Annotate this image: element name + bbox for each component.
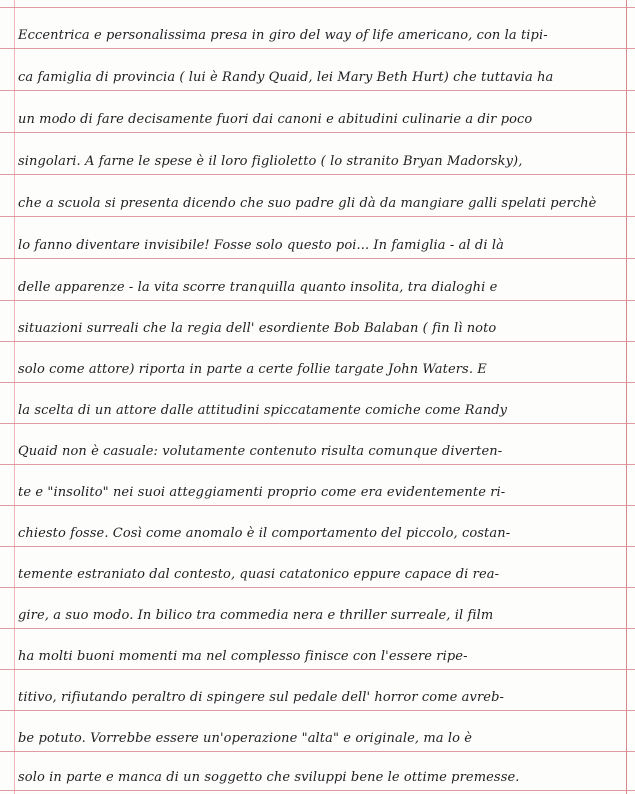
text-line-8: situazioni surreali che la regia dell' esordiente Bob Balaban ( fin lì noto [18, 321, 497, 336]
text-line-15: gire, a suo modo. In bilico tra commedia nera e thriller surreale, il film [18, 608, 494, 623]
text-line-3: un modo di fare decisamente fuori dai canoni e abitudini culinarie a dir poco [18, 112, 533, 127]
ruled-line-17 [0, 669, 635, 670]
text-line-12: te e "insolito" nei suoi atteggiamenti proprio come era evidentemente ri- [18, 485, 506, 500]
ruled-line-2 [0, 48, 635, 49]
ruled-line-3 [0, 90, 635, 91]
ruled-line-18 [0, 710, 635, 711]
ruled-line-15 [0, 587, 635, 588]
text-line-14: temente estraniato dal contesto, quasi catatonico eppure capace di rea- [18, 567, 500, 582]
text-line-18: be potuto. Vorrebbe essere un'operazione "alta" e originale, ma lo è [18, 731, 473, 746]
text-line-11: Quaid non è casuale: volutamente contenuto risulta comunque diverten- [18, 444, 503, 459]
ruled-line-5 [0, 174, 635, 175]
ruled-line-9 [0, 341, 635, 342]
ruled-line-8 [0, 300, 635, 301]
text-line-13: chiesto fosse. Così come anomalo è il comportamento del piccolo, costan- [18, 526, 511, 541]
ruled-line-10 [0, 382, 635, 383]
ruled-line-1 [0, 7, 635, 8]
ruled-line-16 [0, 628, 635, 629]
ruled-line-7 [0, 258, 635, 259]
text-line-9: solo come attore) riporta in parte a certe follie targate John Waters. E [18, 362, 487, 377]
text-line-16: ha molti buoni momenti ma nel complesso finisce con l'essere ripe- [18, 649, 468, 664]
text-line-4: singolari. A farne le spese è il loro figlioletto ( lo stranito Bryan Madorsky), [18, 154, 523, 169]
text-line-5: che a scuola si presenta dicendo che suo padre gli dà da mangiare galli spelati perchè [18, 196, 597, 211]
text-line-19: solo in parte e manca di un soggetto che sviluppi bene le ottime premesse. [18, 770, 520, 785]
ruled-line-13 [0, 505, 635, 506]
left-margin-line [14, 0, 15, 794]
text-line-1: Eccentrica e personalissima presa in giro del way of life americano, con la tipi- [18, 28, 548, 43]
ruled-line-19 [0, 751, 635, 752]
ruled-line-14 [0, 546, 635, 547]
text-line-7: delle apparenze - la vita scorre tranquilla quanto insolita, tra dialoghi e [18, 280, 498, 295]
ruled-line-6 [0, 216, 635, 217]
text-line-2: ca famiglia di provincia ( lui è Randy Quaid, lei Mary Beth Hurt) che tuttavia ha [18, 70, 554, 85]
text-line-17: titivo, rifiutando peraltro di spingere sul pedale dell' horror come avreb- [18, 690, 504, 705]
ruled-line-20 [0, 790, 635, 791]
ruled-line-12 [0, 464, 635, 465]
text-line-6: lo fanno diventare invisibile! Fosse solo questo poi... In famiglia - al di là [18, 238, 504, 253]
ruled-line-11 [0, 423, 635, 424]
ruled-line-4 [0, 132, 635, 133]
text-line-10: la scelta di un attore dalle attitudini spiccatamente comiche come Randy [18, 403, 508, 418]
